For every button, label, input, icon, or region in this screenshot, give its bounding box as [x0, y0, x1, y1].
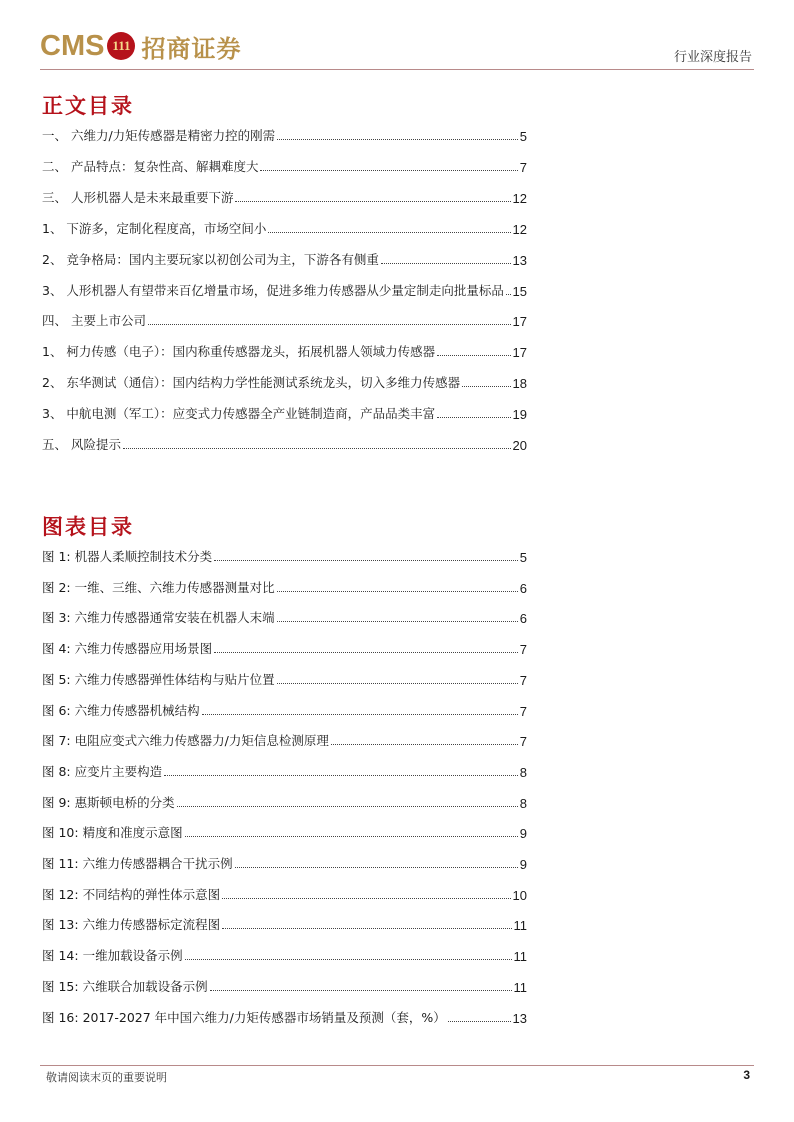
figure-entry-page: 9	[519, 857, 527, 872]
figure-entry-page: 11	[513, 979, 527, 995]
dot-leader	[260, 170, 517, 171]
toc-entry-page: 13	[512, 252, 527, 268]
figure-entry[interactable]	[42, 852, 527, 872]
figure-toc-heading: 图表目录	[42, 515, 134, 539]
figure-entry-label: 图 6: 六维力传感器机械结构	[42, 702, 200, 718]
toc-entry-label: 1、 柯力传感（电子）：国内称重传感器龙头，拓展机器人领域力传感器	[42, 344, 436, 360]
figure-entry-label: 图 2: 一维、三维、六维力传感器测量对比	[42, 579, 275, 595]
toc-entry[interactable]	[42, 124, 527, 144]
figure-entry-label: 图 7: 电阻应变式六维力传感器力/力矩信息检测原理	[42, 733, 329, 749]
dot-leader	[214, 560, 518, 561]
figure-entry-label: 图 5: 六维力传感器弹性体结构与贴片位置	[42, 671, 275, 687]
toc-entry-label: 一、 六维力/力矩传感器是精密力控的刚需	[42, 128, 276, 143]
toc-entry[interactable]	[42, 309, 527, 329]
page-number: 3	[743, 1068, 750, 1082]
figure-entry-page: 6	[519, 611, 527, 627]
logo-chinese-text: 招商证券	[141, 33, 242, 63]
toc-entry-label: 3、 中航电测（军工）：应变式力传感器全产业链制造商，产品品类丰富	[42, 406, 436, 422]
dot-leader	[222, 898, 510, 899]
toc-entry[interactable]	[42, 279, 527, 299]
dot-leader	[381, 263, 511, 264]
figure-entry[interactable]	[42, 944, 527, 964]
toc-entry[interactable]	[42, 155, 527, 175]
dot-leader	[235, 867, 518, 868]
dot-leader	[222, 928, 511, 929]
toc-entry-page: 19	[512, 407, 527, 423]
toc-entry-page: 12	[512, 190, 527, 206]
toc-entry-label: 五、 风险提示	[42, 437, 121, 452]
footer-disclaimer-note: 敬请阅读末页的重要说明	[46, 1071, 167, 1084]
figure-entry-page: 7	[519, 734, 527, 750]
figure-entry-page: 8	[519, 795, 527, 811]
dot-leader	[277, 621, 518, 622]
figure-entry-label: 图 12: 不同结构的弹性体示意图	[42, 886, 221, 902]
figure-entry-label: 图 16: 2017-2027 年中国六维力/力矩传感器市场销量及预测（套，%）	[42, 1009, 446, 1025]
toc-entry-label: 二、 产品特点：复杂性高、解耦难度大	[42, 158, 259, 174]
dot-leader	[235, 201, 510, 202]
figure-entry[interactable]	[42, 576, 527, 596]
figure-entry[interactable]	[42, 760, 527, 780]
figure-entry-label: 图 8: 应变片主要构造	[42, 763, 163, 779]
dot-leader	[214, 652, 518, 653]
figure-entry-label: 图 10: 精度和准度示意图	[42, 825, 183, 841]
figure-entry-label: 图 9: 惠斯顿电桥的分类	[42, 794, 175, 810]
toc-entry-page: 7	[519, 159, 527, 175]
toc-entry-page: 5	[519, 129, 527, 144]
toc-entry-page: 18	[512, 376, 527, 392]
figure-entry-label: 图 4: 六维力传感器应用场景图	[42, 641, 213, 657]
dot-leader	[185, 836, 518, 837]
dot-leader	[268, 232, 510, 233]
header-divider	[40, 69, 754, 70]
dot-leader	[277, 139, 518, 140]
figure-entry-label: 图 13: 六维力传感器标定流程图	[42, 917, 221, 933]
figure-entry[interactable]	[42, 668, 527, 688]
dot-leader	[202, 714, 518, 715]
logo-badge-icon: 111	[107, 32, 135, 60]
dot-leader	[437, 355, 510, 356]
toc-entry[interactable]	[42, 402, 527, 422]
figure-entry-label: 图 15: 六维联合加载设备示例	[42, 978, 208, 994]
toc-entry[interactable]	[42, 340, 527, 360]
figure-entry[interactable]	[42, 1006, 527, 1026]
figure-entry[interactable]	[42, 699, 527, 719]
figure-entry-page: 13	[512, 1010, 527, 1026]
figure-entry-page: 7	[519, 642, 527, 658]
figure-entry-page: 10	[512, 887, 527, 903]
figure-entry-page: 11	[513, 949, 527, 965]
toc-entry-page: 17	[512, 314, 527, 330]
toc-entry-page: 20	[512, 438, 527, 453]
toc-heading: 正文目录	[42, 94, 134, 118]
toc-entry[interactable]	[42, 433, 527, 453]
figure-entry-label: 图 3: 六维力传感器通常安装在机器人末端	[42, 610, 275, 626]
toc-entry[interactable]	[42, 371, 527, 391]
figure-entry-label: 图 14: 一维加载设备示例	[42, 948, 183, 964]
toc-entry-label: 2、 竞争格局：国内主要玩家以初创公司为主，下游各有侧重	[42, 251, 379, 267]
figure-entry[interactable]	[42, 729, 527, 749]
dot-leader	[506, 294, 511, 295]
dot-leader	[437, 417, 510, 418]
dot-leader	[164, 775, 518, 776]
toc-entry-page: 15	[512, 283, 527, 299]
figure-entry[interactable]	[42, 975, 527, 995]
dot-leader	[210, 990, 512, 991]
report-type: 行业深度报告	[673, 50, 752, 65]
page-header	[0, 0, 794, 72]
figure-entry-page: 5	[519, 550, 527, 565]
dot-leader	[148, 324, 511, 325]
toc-entry-label: 3、 人形机器人有望带来百亿增量市场，促进多维力传感器从少量定制走向批量标品	[42, 282, 504, 298]
figure-entry-page: 7	[519, 703, 527, 719]
dot-leader	[123, 448, 511, 449]
figure-entry[interactable]	[42, 545, 527, 565]
dot-leader	[331, 744, 518, 745]
figure-entry-page: 9	[519, 826, 527, 842]
figure-entry[interactable]	[42, 913, 527, 933]
toc-entry-label: 四、 主要上市公司	[42, 313, 146, 329]
figure-entry-label: 图 1: 机器人柔顺控制技术分类	[42, 549, 213, 564]
toc-entry-label: 2、 东华测试（通信）：国内结构力学性能测试系统龙头，切入多维力传感器	[42, 375, 461, 391]
toc-entry[interactable]	[42, 186, 527, 206]
figure-entry[interactable]	[42, 821, 527, 841]
dot-leader	[277, 591, 518, 592]
toc-entry[interactable]	[42, 217, 527, 237]
dot-leader	[462, 386, 510, 387]
logo-latin-text: CMS	[40, 29, 105, 62]
dot-leader	[185, 959, 512, 960]
figure-entry-page: 7	[519, 672, 527, 688]
company-logo	[40, 26, 241, 66]
toc-entry-page: 17	[512, 345, 527, 361]
figure-entry-page: 8	[519, 764, 527, 780]
toc-entry-label: 三、 人形机器人是未来最重要下游	[42, 189, 234, 205]
figure-entry[interactable]	[42, 883, 527, 903]
figure-entry[interactable]	[42, 606, 527, 626]
figure-entry-label: 图 11: 六维力传感器耦合干扰示例	[42, 856, 233, 871]
figure-entry-page: 6	[519, 580, 527, 596]
dot-leader	[277, 683, 518, 684]
toc-entry-label: 1、 下游多，定制化程度高，市场空间小	[42, 220, 267, 236]
figure-entry[interactable]	[42, 637, 527, 657]
toc-entry[interactable]	[42, 248, 527, 268]
dot-leader	[177, 806, 518, 807]
dot-leader	[448, 1021, 511, 1022]
figure-entry-page: 11	[513, 918, 527, 934]
footer-divider	[40, 1065, 754, 1066]
figure-entry[interactable]	[42, 791, 527, 811]
toc-entry-page: 12	[512, 221, 527, 237]
